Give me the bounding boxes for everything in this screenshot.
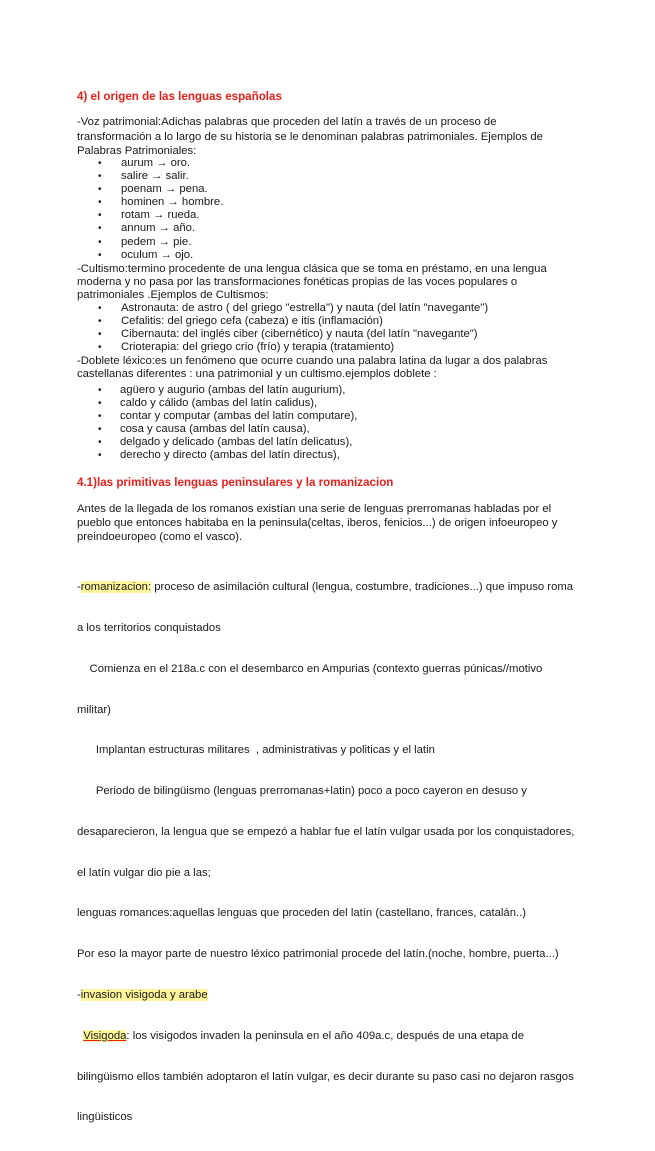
- bullet-icon: •: [98, 223, 102, 235]
- list-item-text: rotam → rueda.: [121, 209, 200, 222]
- cultismo-paragraph: [77, 263, 575, 302]
- text-run: proceso de asimilación cultural (lengua, costumbre, tradiciones...) que impuso roma: [151, 581, 574, 594]
- text-run: : los visigodos invaden la peninsula en el año 409a.c, después de una etapa de: [126, 1029, 524, 1042]
- invasion-term: invasion visigoda y arabe: [80, 989, 208, 1001]
- text-line: preindoeuropeo (como el vasco).: [77, 531, 243, 544]
- bullet-icon: •: [98, 171, 102, 183]
- text-line: bilingüismo ellos también adoptaron el latín vulgar, es decir durante su paso casi no dejaron rasgos: [77, 1070, 574, 1083]
- bullet-icon: •: [98, 411, 102, 423]
- list-item-text: Astronauta: de astro ( del griego "estrella") y nauta (del latín "navegante"): [121, 302, 489, 314]
- text-line: Comienza en el 218a.c con el desembarco en Ampurias (contexto guerras púnicas//motivo: [77, 662, 543, 675]
- list-item-text: aurum → oro.: [121, 157, 191, 169]
- text-line: patrimoniales .Ejemplos de Cultismos:: [77, 289, 269, 302]
- text-line: militar): [77, 703, 111, 716]
- text-line: desaparecieron, la lengua que se empezó a hablar fue el latín vulgar usada por los conquistadores,: [77, 825, 575, 838]
- visigoda-term: Visigoda: [83, 1029, 127, 1042]
- bullet-icon: •: [98, 329, 102, 341]
- list-item-text: caldo y cálido (ambas del latín calidus),: [120, 397, 318, 410]
- list-item-text: oculum → ojo.: [121, 248, 194, 261]
- bullet-icon: •: [98, 184, 102, 196]
- list-item-text: hominen → hombre.: [121, 196, 224, 209]
- text-line: el latín vulgar dio pie a las;: [77, 866, 211, 879]
- text-line: lenguas romances:aquellas lenguas que proceden del latín (castellano, frances, catalán..): [77, 907, 527, 920]
- bullet-icon: •: [98, 437, 102, 449]
- text-line: pueblo que entonces habitaba en la peninsula(celtas, iberos, fenicios...) de origen infoeuropeo y: [77, 517, 558, 530]
- bullet-icon: •: [98, 249, 102, 261]
- romanizacion-term: romanizacion:: [80, 581, 152, 594]
- text-line: -Doblete léxico:es un fenómeno que ocurre cuando una palabra latina da lugar a dos palabras: [77, 355, 548, 367]
- list-item-text: poenam → pena.: [121, 183, 208, 196]
- list-item-text: Crioterapia: del griego crio (frío) y terapia (tratamiento): [121, 341, 395, 354]
- bullet-icon: •: [98, 450, 102, 462]
- text-line: [77, 1030, 575, 1043]
- list-item-text: agüero y augurio (ambas del latín augurium),: [120, 384, 346, 396]
- text-line: Periodo de bilingüismo (lenguas prerromanas+latin) poco a poco cayeron en desuso y: [77, 785, 527, 798]
- list-item-text: Cefalitis: del griego cefa (cabeza) e itis (inflamación): [121, 315, 383, 328]
- text-line: -Cultismo:termino procedente de una lengua clásica que se toma en préstamo, en una lengua: [77, 263, 547, 275]
- bullet-icon: •: [98, 303, 102, 314]
- text-line: [77, 581, 575, 594]
- dash: -: [77, 989, 81, 1001]
- list-item-text: contar y computar (ambas del latín computare),: [120, 410, 358, 423]
- text-line: Palabras Patrimoniales:: [77, 145, 197, 158]
- text-line: moderna y no pasa por las transformaciones fonéticas propias de las voces populares o: [77, 276, 518, 289]
- voz-patrimonial-paragraph: [77, 116, 575, 158]
- section-heading-primitivas: 4.1)las primitivas lenguas peninsulares y la romanizacion: [77, 476, 394, 489]
- text-line: [77, 989, 575, 1002]
- text-line: Antes de la llegada de los romanos existían una serie de lenguas prerromanas habladas por el: [77, 503, 552, 515]
- bullet-icon: •: [98, 236, 102, 248]
- prerromanas-paragraph: [77, 503, 575, 544]
- text-line: Implantan estructuras militares , administrativas y politicas y el latin: [77, 744, 435, 757]
- list-item-text: annum → año.: [121, 222, 196, 235]
- bullet-icon: •: [98, 158, 102, 169]
- romanizacion-paragraph: [77, 555, 575, 1151]
- text-line: lingüisticos: [77, 1111, 133, 1124]
- text-line: a los territorios conquistados: [77, 621, 221, 634]
- section-heading-origen: 4) el origen de las lenguas españolas: [77, 90, 282, 103]
- bullet-icon: •: [98, 424, 102, 436]
- text-line: Por eso la mayor parte de nuestro léxico patrimonial procede del latín.(noche, hombre, puerta...): [77, 948, 559, 961]
- bullet-icon: •: [98, 210, 102, 222]
- bullet-icon: •: [98, 342, 102, 354]
- bullet-icon: •: [98, 197, 102, 209]
- list-item-text: pedem → pie.: [121, 235, 192, 248]
- text-line: -Voz patrimonial:Adichas palabras que proceden del latín a través de un proceso de: [77, 116, 497, 128]
- doblete-paragraph: [77, 355, 575, 381]
- text-line: castellanas diferentes : una patrimonial y un cultismo.ejemplos doblete :: [77, 368, 437, 381]
- list-item-text: derecho y directo (ambas del latín directus),: [120, 449, 340, 462]
- bullet-icon: •: [98, 316, 102, 328]
- list-item-text: Cibernauta: del inglés ciber (cibernético) y nauta (del latín "navegante"): [121, 328, 478, 341]
- list-item-text: salire → salir.: [121, 170, 189, 183]
- bullet-icon: •: [98, 398, 102, 410]
- list-item-text: cosa y causa (ambas del latín causa),: [120, 423, 310, 436]
- dash: -: [77, 581, 81, 594]
- list-item-text: delgado y delicado (ambas del latín delicatus),: [120, 436, 353, 449]
- bullet-icon: •: [98, 385, 102, 396]
- text-line: transformación a lo largo de su historia se le denominan palabras patrimoniales. Ejemplos de: [77, 130, 543, 143]
